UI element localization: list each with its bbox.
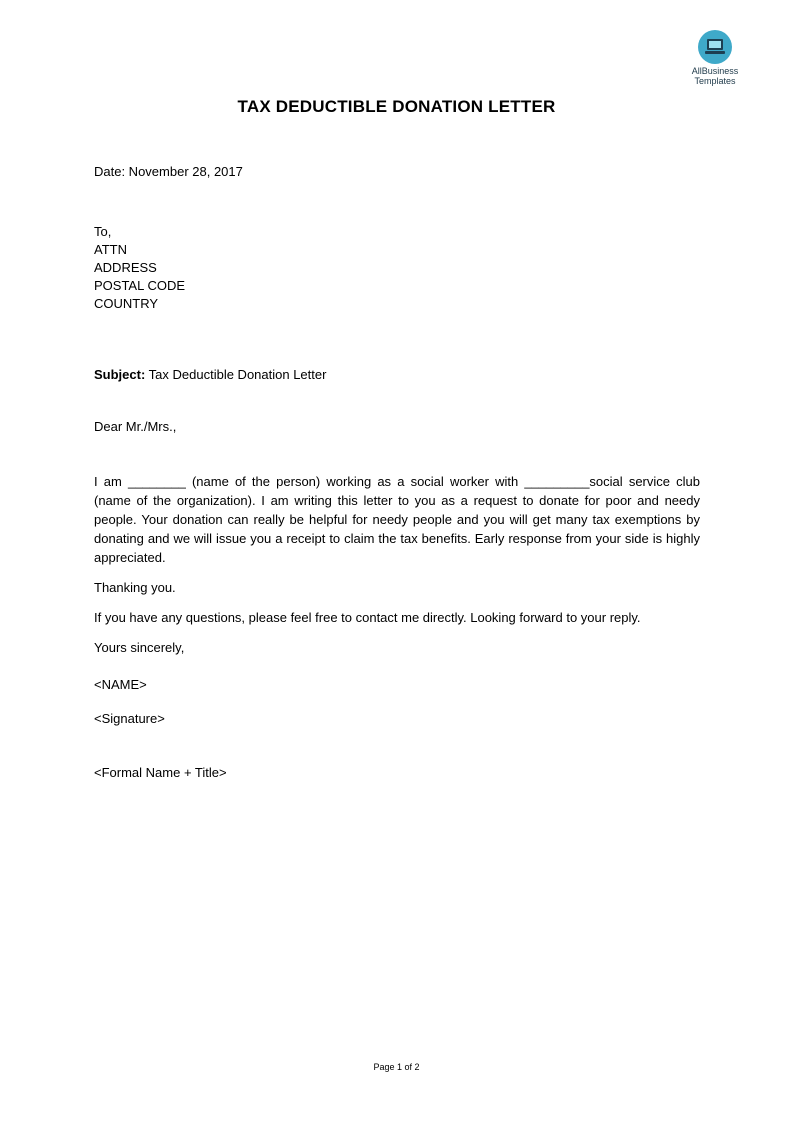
address-to: To,: [94, 224, 112, 239]
questions-line: If you have any questions, please feel free to contact me directly. Looking forward to your reply.: [94, 610, 641, 625]
body-paragraph: I am ________ (name of the person) working as a social worker with _________social service club (name of the organization). I am writing this letter to you as a request to donate for poor and needy people. Your donation can really be helpful for needy people and you will get many tax exemptions by donating and we will issue you a receipt to claim the tax benefits. Early response from your side is highly appreciated.: [94, 474, 700, 565]
logo-text-line2: Templates: [694, 76, 736, 86]
formal-name-placeholder: <Formal Name + Title>: [94, 765, 227, 780]
closing-line: Yours sincerely,: [94, 640, 185, 655]
salutation: Dear Mr./Mrs.,: [94, 419, 177, 434]
address-attn: ATTN: [94, 242, 127, 257]
subject-label: Subject:: [94, 367, 146, 382]
address-country: COUNTRY: [94, 296, 159, 311]
subject-text: Tax Deductible Donation Letter: [145, 367, 327, 382]
address-line: ADDRESS: [94, 260, 157, 275]
letter-title: TAX DEDUCTIBLE DONATION LETTER: [237, 97, 556, 116]
name-placeholder: <NAME>: [94, 677, 147, 692]
address-postal-code: POSTAL CODE: [94, 278, 186, 293]
thanking-line: Thanking you.: [94, 580, 176, 595]
signature-placeholder: <Signature>: [94, 711, 165, 726]
laptop-icon: [698, 30, 732, 64]
page-footer: Page 1 of 2: [373, 1062, 420, 1072]
letter-date: Date: November 28, 2017: [94, 164, 243, 179]
subject-line: [94, 366, 326, 384]
logo-text-line1: AllBusiness: [691, 66, 739, 76]
company-logo: [682, 30, 748, 86]
